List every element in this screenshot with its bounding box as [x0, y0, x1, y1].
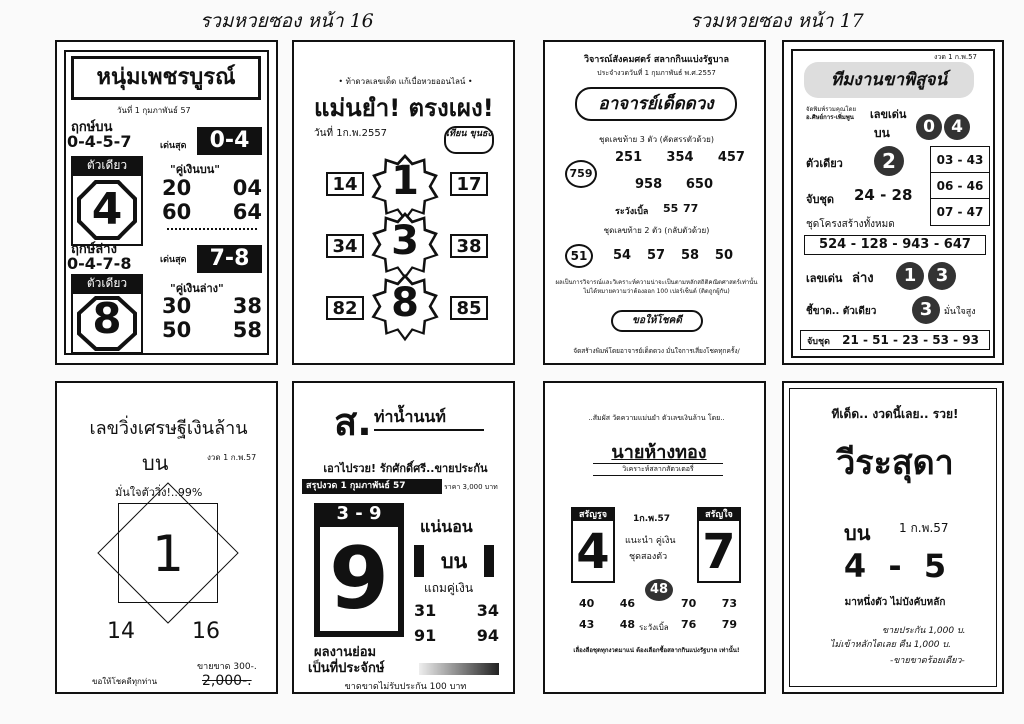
three-digit-1: 251	[615, 150, 643, 165]
lead-top-1: 0	[916, 114, 942, 140]
final-label: ชี้ขาด.. ตัวเดียว	[806, 306, 877, 317]
watch-2: 77	[683, 202, 699, 215]
issue-date: งวด 1 ก.พ.57	[934, 53, 978, 61]
panel-title: หนุ่มเพชรบูรณ์	[71, 56, 261, 100]
top-pair: 3 - 9	[336, 503, 382, 524]
top-line: • ท้าดวลเลขเด็ด แก้เบื่อหวยออนไลน์ •	[338, 77, 473, 86]
panel-title: อาจารย์เด็ดดวง	[575, 87, 737, 121]
extra-label: แถมคู่เงิน	[424, 581, 474, 595]
left-page-title: รวมหวยซอง หน้า 16	[200, 10, 374, 32]
panel-team-prove	[782, 40, 1004, 365]
right-page-title: รวมหวยซอง หน้า 17	[690, 10, 864, 32]
result-line-2: เป็นที่ประจักษ์	[308, 661, 385, 676]
single-label-2: ตัวเดียว	[71, 274, 143, 292]
pairs-bottom	[162, 294, 262, 342]
pairs	[414, 601, 499, 645]
watch-label: ระวังเบิ้ล	[615, 207, 649, 217]
two-digit-3: 58	[680, 248, 700, 263]
pair-1: 31	[414, 601, 437, 620]
set2-digits: 21 - 51 - 23 - 53 - 93	[842, 333, 979, 347]
left-big-digit: 4	[571, 519, 615, 583]
best-label: เด่นสุด	[160, 141, 187, 151]
top-best-digits: 0-4	[197, 127, 262, 155]
left-pairs	[579, 597, 635, 631]
big-digit: 9	[320, 527, 398, 631]
big-digit-box	[314, 503, 404, 637]
single-digit: 2	[874, 146, 904, 176]
circled-three-digit: 759	[565, 160, 597, 188]
top-line: ..สัมผัส วัดความแม่นยำ ตัวเลขเงินล้าน โดย..	[588, 414, 725, 422]
center-digit-3: 8	[391, 280, 419, 326]
footer: ขาดขาดไม่รับประกัน 100 บาท	[344, 682, 467, 692]
single-label: ตัวเดียว	[71, 156, 143, 174]
price-line-2: ไม่เข้าหลักไดเลย คืน 1,000 บ.	[830, 640, 951, 650]
pair-top-4: 64	[232, 200, 262, 224]
left-number-2: 34	[326, 234, 364, 258]
pair-bottom-2: 38	[232, 294, 262, 318]
left-label: สรัญรูจ	[571, 507, 615, 521]
issue-date: 1ก.พ.57	[633, 514, 671, 524]
lead-bottom-2: 3	[928, 262, 956, 290]
issue-date: สรุปงวด 1 กุมภาพันธ์ 57	[302, 479, 442, 494]
issue-date: วันที่ 1ก.พ.2557	[314, 128, 388, 139]
pair-bottom-label: "คู่เงินล่าง"	[170, 282, 224, 295]
bottom-single-box	[71, 292, 143, 354]
mid-line-2: ชุดสองตัว	[629, 552, 668, 562]
two-digit-row	[613, 248, 733, 263]
two-digit-label: ชุดเลขท้าย 2 ตัว (กลับตัวด้วย)	[603, 226, 710, 235]
issue-date: วันที่ 1 กุมภาพันธ์ 57	[117, 106, 191, 115]
issue-date: 1 ก.พ.57	[899, 521, 949, 535]
divider-dots	[167, 228, 257, 230]
price-label: ขายขาด 300-.	[197, 662, 257, 672]
bottom-digits: 0-4-7-8	[67, 254, 132, 273]
tagline: ทีเด็ด.. งวดนี้เลย.. รวย!	[831, 407, 959, 421]
footer: จัดสร้างพิมพ์โดยอาจารย์เด็ดดวง มั่นใจการเสี่ยงโชคทุกครั้ง/	[573, 347, 740, 355]
right-number-1: 17	[450, 172, 488, 196]
left-number: 14	[107, 619, 135, 644]
panel-tha-nam-non	[292, 381, 515, 694]
watch: ระวังเบิ้ล	[639, 623, 669, 632]
lead-label: เลขเด่น	[870, 108, 907, 121]
best-label-2: เด่นสุด	[160, 255, 187, 265]
right-number: 16	[192, 619, 220, 644]
panel-num-phetchabun	[55, 40, 278, 365]
panel-title: แม่นยำ! ตรงเผง!	[314, 94, 494, 122]
watch-1: 55	[663, 202, 679, 215]
panel-weerasuda	[782, 381, 1004, 694]
three-digit-3: 457	[717, 150, 745, 165]
three-digit-5: 650	[685, 177, 713, 192]
bottom-label: ล่าง	[852, 271, 874, 286]
mid-line-1: แนะนำ คู่เงิน	[625, 536, 676, 546]
title-underline	[374, 429, 484, 431]
old-price: 2,000-.	[202, 673, 252, 689]
set-digits: 24 - 28	[854, 186, 913, 204]
pair-bottom-3: 50	[162, 318, 192, 342]
top-single-box	[71, 174, 143, 246]
price-line-3: -ขายขาดร้อยเดียว-	[890, 656, 965, 666]
top-label: ฤกษ์บน	[71, 120, 113, 135]
two-digit-4: 50	[714, 248, 733, 263]
pair-top-2: 04	[232, 176, 262, 200]
left-pair-2: 46	[619, 597, 635, 610]
top-label: บน	[142, 451, 169, 475]
center-digit-2: 3	[391, 218, 419, 264]
three-digit-2: 354	[666, 150, 694, 165]
panel-nai-hang-thong	[543, 381, 766, 694]
lead-bottom-1: 1	[896, 262, 924, 290]
sure-label: มั่นใจสูง	[944, 307, 976, 317]
right-pair-2: 73	[721, 597, 737, 610]
bottom-label: ฤกษ์ล่าง	[71, 242, 117, 257]
result-line-1: ผลงานย่อม	[314, 645, 377, 660]
panel-millionaire-run	[55, 381, 278, 694]
two-digit-2: 57	[646, 248, 666, 263]
three-digit-row-1	[615, 150, 745, 165]
structure-label: ชุดโครงสร้างทั้งหมด	[806, 219, 895, 230]
set2-box	[800, 330, 990, 350]
top-label: บน	[874, 126, 890, 140]
center-digit-1: 1	[391, 158, 419, 204]
right-number-2: 38	[450, 234, 488, 258]
slogan: เอาไปรวย! รักศักดิ์ศรี..ขายประกัน	[323, 462, 488, 475]
issue-date: ประจำงวดวันที่ 1 กุมภาพันธ์ พ.ศ.2557	[597, 69, 716, 77]
lead-top-2: 4	[944, 114, 970, 140]
final-single: 3	[912, 296, 940, 324]
top-label: บน	[844, 521, 871, 545]
digits: 4 - 5	[843, 547, 947, 585]
top-single-digit: 4	[91, 184, 123, 235]
right-big-digit: 7	[697, 519, 741, 583]
circled-two-digit: 51	[565, 244, 593, 268]
structure-digits: 524 - 128 - 943 - 647	[804, 235, 986, 255]
pair-top-1: 20	[162, 176, 192, 200]
bottom-single-digit: 8	[92, 294, 122, 343]
footer: เลื่องลือชุดทุกงวดมาแน่ ต้องเลือกซื้อสลากกินแบ่งรัฐบาล เท่านั้น!	[573, 647, 740, 654]
top-label: บน	[414, 545, 494, 577]
pairs-top	[162, 176, 262, 224]
right-number-3: 85	[450, 296, 488, 320]
badge: เทียน ขุนธง	[444, 126, 494, 154]
panel-title: นายห้างทอง	[611, 442, 707, 463]
right-pair-3: 76	[681, 618, 697, 631]
three-digit-row-2	[635, 177, 713, 192]
panel-title: เลขวิ่งเศรษฐีเงินล้าน	[89, 418, 248, 439]
heading: วิจารณ์สังคมศตร์ สลากกินแบ่งรัฐบาล	[583, 55, 730, 65]
org-line-2: อ.ศิษย์การ-เพิ่มพูน	[806, 114, 854, 121]
left-pair-3: 43	[579, 618, 595, 631]
single-label: ตัวเดียว	[806, 157, 843, 170]
pair-top-3: 60	[162, 200, 192, 224]
org-line-1: จัดพิมพ์รวมคุณโดย	[806, 106, 857, 113]
phrase: มาหนึ่งตัว ไม่บังคับหลัก	[844, 597, 946, 608]
two-digit-1: 54	[613, 248, 632, 263]
wish: ขอให้โชคดีทุกท่าน	[92, 677, 158, 686]
set2-label: จับชุด	[807, 337, 830, 347]
title-small: ท่าน้ำนนท์	[374, 407, 446, 426]
pair-bottom-4: 58	[232, 318, 262, 342]
top-digits: 0-4-5-7	[67, 132, 132, 151]
panel-title: ทีมงานขาพิสูจน์	[804, 62, 974, 98]
right-pair-1: 70	[681, 597, 697, 610]
lead-label-2: เลขเด่น	[806, 272, 843, 285]
left-number-3: 82	[326, 296, 364, 320]
pair-1: 03 - 43	[931, 147, 989, 173]
circled-number: 48	[645, 579, 673, 601]
left-pair-1: 40	[579, 597, 595, 610]
issue-date: งวด 1 ก.พ.57	[207, 453, 257, 462]
center-digit: 1	[152, 525, 184, 583]
price: ราคา 3,000 บาท	[444, 483, 498, 491]
left-pair-4: 48	[619, 618, 635, 631]
right-pairs	[681, 597, 737, 631]
confidence: มั่นใจตัววิ่ง!..99%	[115, 486, 203, 499]
three-digit-label: ชุดเลขท้าย 3 ตัว (คัดสรรตัวด้วย)	[599, 135, 714, 144]
pair-4: 94	[476, 626, 499, 645]
gradient-bar	[419, 663, 499, 675]
sure-label: แน่นอน	[420, 517, 473, 536]
right-pair-4: 79	[721, 618, 737, 631]
pairs-box	[930, 146, 990, 226]
pair-2: 34	[476, 601, 499, 620]
wish-badge: ขอให้โชคดี	[611, 310, 703, 332]
pair-3: 91	[414, 626, 437, 645]
panel-maen-yam	[292, 40, 515, 365]
pair-bottom-1: 30	[162, 294, 192, 318]
pair-top-label: "คู่เงินบน"	[170, 163, 220, 176]
panel-title: วีระสุดา	[836, 443, 954, 483]
pair-2: 06 - 46	[931, 173, 989, 199]
title-big: ส.	[334, 400, 372, 444]
left-number-1: 14	[326, 172, 364, 196]
three-digit-4: 958	[635, 177, 663, 192]
bottom-best-digits: 7-8	[197, 245, 262, 273]
price-line-1: ขายประกัน 1,000 บ.	[882, 626, 966, 636]
pair-3: 07 - 47	[936, 205, 984, 219]
set-label: จับชุด	[806, 193, 835, 206]
panel-ajarn-detduang	[543, 40, 766, 365]
right-label: สรัญใจ	[697, 507, 741, 521]
disclaimer: ผลเป็นการวิจารณ์และวิเคราะห์ความน่าจะเป็นตามหลักสถิติคณิตศาสตร์เท่านั้น ไม่ได้หมายความว่าต้องออก 100 เปอร์เซ็นต์ (ติดถูกผู้กัน)	[555, 279, 758, 295]
subtitle: วิเคราะห์สลากสัตวเตอรี่	[593, 463, 723, 476]
